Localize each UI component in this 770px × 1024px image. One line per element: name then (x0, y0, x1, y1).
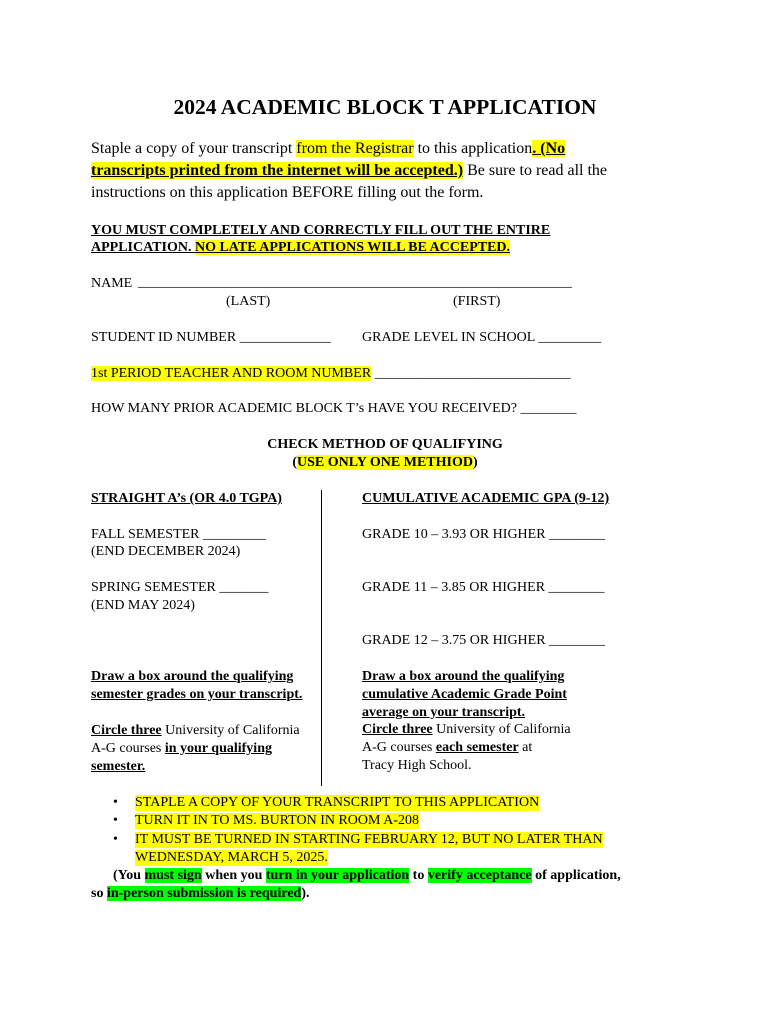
student-id-field[interactable]: STUDENT ID NUMBER _____________ (91, 330, 331, 345)
bullet-deadline: IT MUST BE TURNED IN STARTING FEBRUARY 12, BUT NO LATER THAN (135, 832, 603, 847)
bullet-icon: • (113, 813, 118, 828)
footer-text: when you (201, 868, 266, 883)
instruction-text: A-G courses (362, 740, 436, 755)
last-name-label: (LAST) (226, 294, 271, 309)
grade-11-field[interactable]: GRADE 11 – 3.85 OR HIGHER ________ (362, 580, 605, 595)
use-one-method: USE ONLY ONE METHIOD (297, 455, 473, 470)
right-draw-instruction: average on your transcript. (362, 705, 526, 720)
bullet-staple: STAPLE A COPY OF YOUR TRANSCRIPT TO THIS APPLICATION (135, 795, 540, 810)
straight-a-heading: STRAIGHT A’s (OR 4.0 TGPA) (91, 491, 282, 506)
footer-line-1 (113, 868, 621, 884)
paren: ) (472, 455, 478, 470)
prior-block-t-field[interactable]: HOW MANY PRIOR ACADEMIC BLOCK T’s HAVE YOU RECEIVED? ________ (91, 401, 577, 416)
footer-text: of application, (531, 868, 621, 883)
bullet-icon: • (113, 832, 118, 847)
first-period-label: 1st PERIOD TEACHER AND ROOM NUMBER (91, 366, 372, 381)
intro-text: Staple a copy of your transcript (91, 140, 297, 157)
turn-in-application: turn in your application (265, 868, 410, 883)
qualifying-semester: in your qualifying (164, 741, 272, 756)
footer-text: to (409, 868, 428, 883)
name-field[interactable]: ______________________________________________________________ (138, 275, 572, 290)
in-person-required: in-person submission is required (106, 886, 302, 901)
footer-text: so (91, 886, 107, 901)
bullet-deadline-date: WEDNESDAY, MARCH 5, 2025. (135, 850, 328, 865)
column-divider (321, 490, 322, 786)
grade-12-field[interactable]: GRADE 12 – 3.75 OR HIGHER ________ (362, 633, 606, 648)
instruction-text: University of California (161, 723, 300, 738)
warning-line: YOU MUST COMPLETELY AND CORRECTLY FILL OUT THE ENTIRE (91, 223, 551, 238)
fall-semester-field[interactable]: FALL SEMESTER _________ (91, 527, 267, 542)
intro-text: instructions on this application BEFORE filling out the form. (91, 184, 484, 201)
instruction-text: University of California (432, 722, 571, 737)
left-semester: semester. (91, 759, 146, 774)
bullet-icon: • (113, 795, 118, 810)
method-subheading (0, 455, 770, 471)
spring-semester-end: (END MAY 2024) (91, 598, 195, 613)
warning-line: APPLICATION. (91, 240, 195, 255)
name-label: NAME (91, 276, 133, 291)
circle-three: Circle three (362, 722, 433, 737)
paren: ( (292, 455, 298, 470)
intro-paragraph (91, 138, 607, 204)
instruction-text: at (518, 740, 533, 755)
intro-text: to this application (413, 140, 533, 157)
no-late-warning: NO LATE APPLICATIONS WILL BE ACCEPTED. (194, 240, 511, 255)
each-semester: each semester (435, 740, 519, 755)
grade-10-field[interactable]: GRADE 10 – 3.93 OR HIGHER ________ (362, 527, 606, 542)
left-draw-instruction: semester grades on your transcript. (91, 687, 303, 702)
footer-line-2 (91, 886, 310, 902)
cumulative-gpa-heading: CUMULATIVE ACADEMIC GPA (9-12) (362, 491, 610, 506)
intro-registrar: from the Registrar (296, 140, 414, 157)
verify-acceptance: verify acceptance (427, 868, 532, 883)
instruction-text: A-G courses (91, 741, 165, 756)
left-ag-instruction (91, 741, 272, 757)
late-warning (91, 222, 550, 256)
school-name: Tracy High School. (362, 758, 472, 773)
intro-warning: . (No (532, 140, 566, 157)
footer-text: (You (113, 868, 145, 883)
right-draw-instruction: Draw a box around the qualifying (362, 669, 565, 684)
circle-three: Circle three (91, 723, 162, 738)
right-draw-instruction: cumulative Academic Grade Point (362, 687, 567, 702)
left-circle-instruction (91, 723, 300, 739)
intro-text: Be sure to read all the (463, 162, 608, 179)
must-sign: must sign (144, 868, 202, 883)
footer-text: ). (301, 886, 310, 901)
first-period-field[interactable] (91, 366, 571, 382)
bullet-turn-in: TURN IT IN TO MS. BURTON IN ROOM A-208 (135, 813, 419, 828)
method-heading: CHECK METHOD OF QUALIFYING (267, 437, 503, 452)
page-title: 2024 ACADEMIC BLOCK T APPLICATION (173, 95, 597, 119)
left-draw-instruction: Draw a box around the qualifying (91, 669, 294, 684)
intro-warning: transcripts printed from the internet will be accepted.) (91, 162, 464, 179)
first-period-line: ____________________________ (371, 366, 571, 381)
right-circle-instruction (362, 722, 571, 738)
right-ag-instruction (362, 740, 532, 756)
first-name-label: (FIRST) (453, 294, 501, 309)
spring-semester-field[interactable]: SPRING SEMESTER _______ (91, 580, 269, 595)
fall-semester-end: (END DECEMBER 2024) (91, 544, 241, 559)
grade-level-field[interactable]: GRADE LEVEL IN SCHOOL _________ (362, 330, 602, 345)
